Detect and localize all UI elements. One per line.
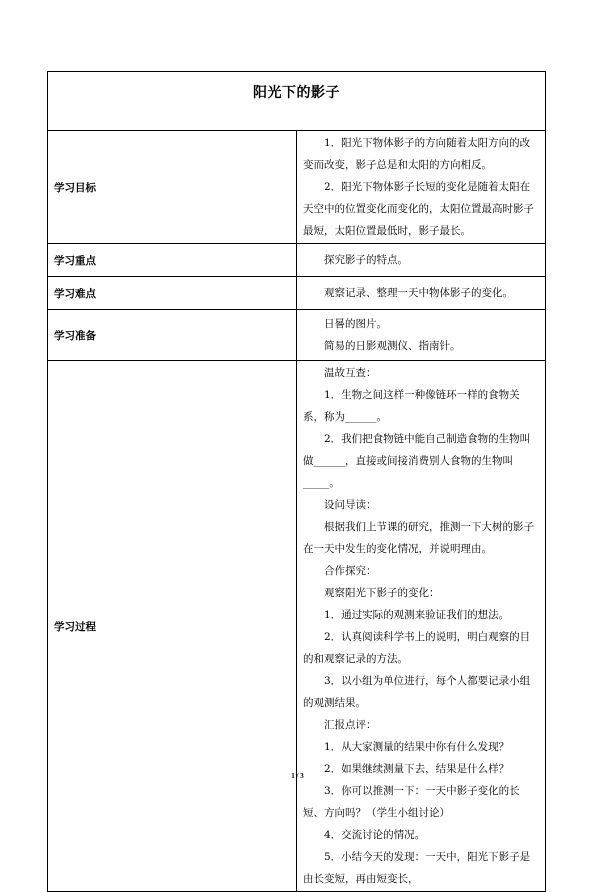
process-line: 4．交流讨论的情况。	[324, 829, 426, 841]
process-line: 5．小结今天的发现：一天中，阳光下影子是由长变短，再由短变长，	[303, 851, 531, 885]
process-line: 1．生物之间这样一种像链环一样的食物关系，称为______。	[303, 389, 520, 423]
goal-line: 1．阳光下物体影子的方向随着太阳方向的改变而改变，影子总是和太阳的方向相反。	[303, 137, 531, 171]
prep-line: 简易的日影观测仪、指南针。	[324, 340, 461, 352]
label-preparation: 学习准备	[48, 310, 297, 361]
label-difficulties: 学习难点	[48, 277, 297, 310]
row-preparation	[48, 310, 546, 361]
process-line: 设问导读：	[324, 499, 377, 511]
process-line: 汇报点评：	[324, 719, 377, 731]
content-learning-goals	[297, 131, 546, 244]
row-difficulties	[48, 277, 546, 310]
label-learning-process: 学习过程	[48, 361, 297, 892]
row-learning-process	[48, 361, 546, 892]
process-line: 合作探究：	[324, 565, 377, 577]
goal-line: 2．阳光下物体影子长短的变化是随着太阳在天空中的位置变化而变化的，太阳位置最高时影子最短，太阳位置最低时，影子最长。	[303, 181, 534, 237]
lesson-plan-table	[47, 71, 546, 892]
content-learning-process	[297, 361, 546, 892]
content-difficulties	[297, 277, 546, 310]
difficulty-line: 观察记录、整理一天中物体影子的变化。	[324, 287, 513, 299]
process-line: 1．从大家测量的结果中你有什么发现？	[324, 741, 510, 753]
process-line: 2．如果继续测量下去，结果是什么样？	[324, 763, 510, 775]
row-learning-goals	[48, 131, 546, 244]
process-line: 温故互查：	[324, 367, 377, 379]
process-line: 3．你可以推测一下：一天中影子变化的长短、方向吗？（学生小组讨论）	[303, 785, 520, 819]
title-cell	[48, 72, 546, 131]
prep-line: 日晷的图片。	[324, 318, 387, 330]
label-key-points: 学习重点	[48, 244, 297, 277]
row-key-points	[48, 244, 546, 277]
process-line: 3．以小组为单位进行，每个人都要记录小组的观测结果。	[303, 675, 531, 709]
page-number: 1 / 3	[291, 772, 304, 780]
process-line: 2．认真阅读科学书上的说明，明白观察的目的和观察记录的方法。	[303, 631, 531, 665]
content-key-points	[297, 244, 546, 277]
process-line: 根据我们上节课的研究，推测一下大树的影子在一天中发生的变化情况，并说明理由。	[303, 521, 534, 555]
content-preparation	[297, 310, 546, 361]
process-line: 观察阳光下影子的变化：	[324, 587, 440, 599]
key-line: 探究影子的特点。	[324, 254, 408, 266]
process-line: 1．通过实际的观测来验证我们的想法。	[324, 609, 510, 621]
process-line: 2．我们把食物链中能自己制造食物的生物叫做______，直接或间接消费别人食物的生物叫_____。	[303, 433, 531, 489]
page-title: 阳光下的影子	[253, 85, 340, 101]
label-learning-goals: 学习目标	[48, 131, 297, 244]
